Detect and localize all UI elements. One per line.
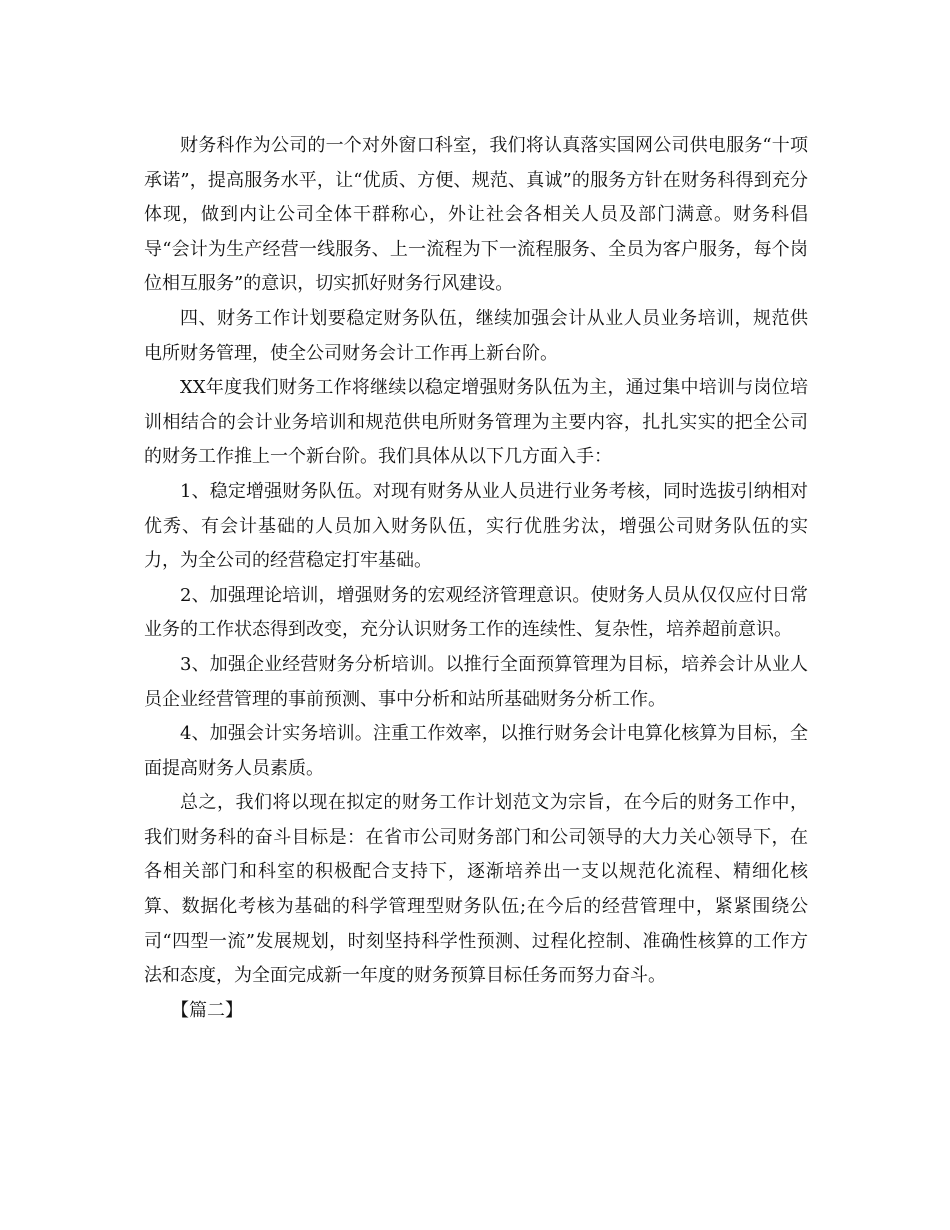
- paragraph-item-3: 3、加强企业经营财务分析培训。以推行全面预算管理为目标，培养会计从业人员企业经营管理的事前预测、事中分析和站所基础财务分析工作。: [144, 653, 808, 710]
- paragraph-section-four: 四、财务工作计划要稳定财务队伍，继续加强会计从业人员业务培训，规范供电所财务管理，使全公司财务会计工作再上新台阶。: [144, 307, 808, 364]
- document-page: [144, 129, 808, 1028]
- paragraph-service-commitment: 财务科作为公司的一个对外窗口科室，我们将认真落实国网公司供电服务“十项承诺”，提高服务水平，让“优质、方便、规范、真诚”的服务方针在财务科得到充分体现，做到内让公司全体干群称心，外让社会各相关人员及部门满意。财务科倡导“会计为生产经营一线服务、上一流程为下一流程服务、全员为客户服务，每个岗位相互服务”的意识，切实抓好财务行风建设。: [144, 135, 808, 295]
- paragraph-item-1: 1、稳定增强财务队伍。对现有财务从业人员进行业务考核，同时选拔引纳相对优秀、有会计基础的人员加入财务队伍，实行优胜劣汰，增强公司财务队伍的实力，为全公司的经营稳定打牢基础。: [144, 480, 808, 572]
- paragraph-conclusion: 总之，我们将以现在拟定的财务工作计划范文为宗旨，在今后的财务工作中，我们财务科的奋斗目标是：在省市公司财务部门和公司领导的大力关心领导下，在各相关部门和科室的积极配合支持下，逐渐培养出一支以规范化流程、精细化核算、数据化考核为基础的科学管理型财务队伍;在今后的经营管理中，紧紧围绕公司“四型一流”发展规划，时刻坚持科学性预测、过程化控制、准确性核算的工作方法和态度，为全面完成新一年度的财务预算目标任务而努力奋斗。: [144, 792, 808, 987]
- paragraph-item-4: 4、加强会计实务培训。注重工作效率，以推行财务会计电算化核算为目标，全面提高财务人员素质。: [144, 723, 808, 779]
- paragraph-item-2: 2、加强理论培训，增强财务的宏观经济管理意识。使财务人员从仅仅应付日常业务的工作状态得到改变，充分认识财务工作的连续性、复杂性，培养超前意识。: [144, 584, 808, 641]
- section-heading: 【篇二】: [171, 999, 243, 1021]
- paragraph-annual-plan: XX年度我们财务工作将继续以稳定增强财务队伍为主，通过集中培训与岗位培训相结合的会计业务培训和规范供电所财务管理为主要内容，扎扎实实的把全公司的财务工作推上一个新台阶。我们具体从以下几方面入手：: [144, 377, 808, 468]
